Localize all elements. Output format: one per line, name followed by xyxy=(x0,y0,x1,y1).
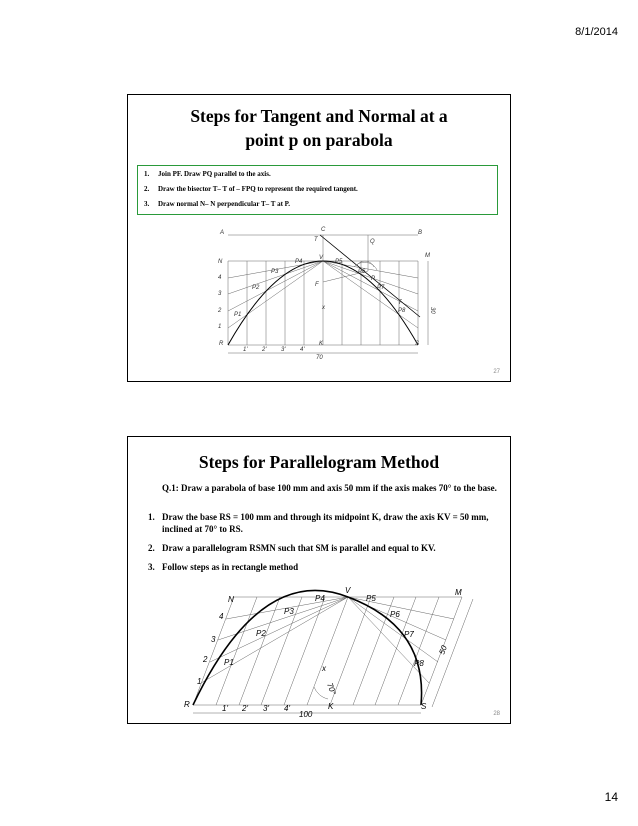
step-text: Follow steps as in rectangle method xyxy=(162,562,299,572)
div-R: R xyxy=(219,341,224,347)
height-dimension: 30 xyxy=(429,307,435,314)
label-P3: P3 xyxy=(284,607,294,616)
step-text: Draw a parallelogram RSMN such that SM is parallel and equal to KV. xyxy=(162,543,436,553)
base-dimension: 70 xyxy=(316,355,323,361)
label-Q: Q xyxy=(370,239,375,245)
slide1-number: 27 xyxy=(493,369,500,375)
label-P8: P8 xyxy=(398,308,406,314)
base-dimension: 100 xyxy=(299,710,313,719)
parabola-parallelogram-figure xyxy=(128,437,510,723)
label-P6: P6 xyxy=(390,610,400,619)
label-M: M xyxy=(425,253,430,259)
label-P8: P8 xyxy=(414,659,424,668)
label-V: V xyxy=(345,586,351,595)
label-P5: P5 xyxy=(335,259,343,265)
label-B: B xyxy=(418,230,423,236)
label-S: S xyxy=(421,702,427,711)
step-number: 1. xyxy=(144,170,150,178)
step-number: 1. xyxy=(148,512,155,522)
base-4: 4' xyxy=(300,347,305,353)
label-T2: T xyxy=(398,300,402,306)
label-R: R xyxy=(184,700,190,709)
slide1-title-line1: Steps for Tangent and Normal at a xyxy=(190,106,448,126)
slide1-title-line2: point p on parabola xyxy=(245,130,393,150)
axis-dimension: 50 xyxy=(437,644,449,656)
label-x: x xyxy=(322,305,325,311)
page-number: 14 xyxy=(604,790,618,804)
div-4: 4 xyxy=(219,612,224,621)
slide-parallelogram-method xyxy=(127,436,511,724)
div-1: 1 xyxy=(218,324,222,330)
div-4: 4 xyxy=(218,275,222,281)
div-3: 3 xyxy=(218,291,222,297)
div-1: 1 xyxy=(197,677,202,686)
base-S: S xyxy=(415,341,420,347)
slide2-title: Steps for Parallelogram Method xyxy=(198,452,440,472)
div-2: 2 xyxy=(218,308,222,314)
step-text: Draw the base RS = 100 mm and through its midpoint K, draw the axis KV = 50 mm, inclined at 70° to RS. xyxy=(162,512,489,534)
div-N: N xyxy=(218,259,223,265)
base-4: 4' xyxy=(284,704,290,713)
label-P2: P2 xyxy=(256,629,266,638)
label-P7: P7 xyxy=(404,630,414,639)
base-2: 2' xyxy=(262,347,267,353)
step-text: Join PF. Draw PQ parallel to the axis. xyxy=(158,170,271,178)
label-M: M xyxy=(455,588,462,597)
base-3: 3' xyxy=(281,347,286,353)
div-2: 2 xyxy=(203,655,208,664)
label-P5: P5 xyxy=(366,594,376,603)
slide2-question: Q.1: Draw a parabola of base 100 mm and axis 50 mm if the axis makes 70° to the base. xyxy=(162,483,497,493)
base-1: 1' xyxy=(222,704,228,713)
div-3: 3 xyxy=(211,635,216,644)
label-V: V xyxy=(319,255,324,261)
slide2-number: 28 xyxy=(493,711,500,717)
base-K: K xyxy=(319,341,324,347)
label-P2: P2 xyxy=(252,285,260,291)
label-P7: P7 xyxy=(377,285,385,291)
step-number: 3. xyxy=(148,562,155,572)
label-P: P xyxy=(371,276,376,282)
base-3: 3' xyxy=(263,704,269,713)
step-number: 2. xyxy=(148,543,155,553)
step-number: 3. xyxy=(144,200,150,208)
label-C: C xyxy=(321,227,326,233)
label-K: K xyxy=(328,702,334,711)
slide-tangent-normal xyxy=(127,94,511,382)
label-P3: P3 xyxy=(271,269,279,275)
base-1: 1' xyxy=(243,347,248,353)
label-F: F xyxy=(315,282,319,288)
base-2: 2' xyxy=(242,704,248,713)
label-angle: 70° xyxy=(325,681,338,697)
label-x: x xyxy=(322,664,326,673)
label-P1: P1 xyxy=(234,312,242,318)
label-N: N xyxy=(228,595,234,604)
label-P1: P1 xyxy=(224,658,234,667)
step-text: Draw the bisector T– T of – FPQ to represent the required tangent. xyxy=(158,185,358,193)
step-text: Draw normal N– N perpendicular T– T at P. xyxy=(158,200,291,208)
label-P4: P4 xyxy=(295,259,303,265)
header-date: 8/1/2014 xyxy=(575,26,618,38)
label-P6: P6 xyxy=(358,269,366,275)
label-P4: P4 xyxy=(315,594,325,603)
label-A: A xyxy=(220,230,225,236)
label-T: T xyxy=(314,237,318,243)
parabola-tangent-figure xyxy=(128,95,510,381)
step-number: 2. xyxy=(144,185,150,193)
